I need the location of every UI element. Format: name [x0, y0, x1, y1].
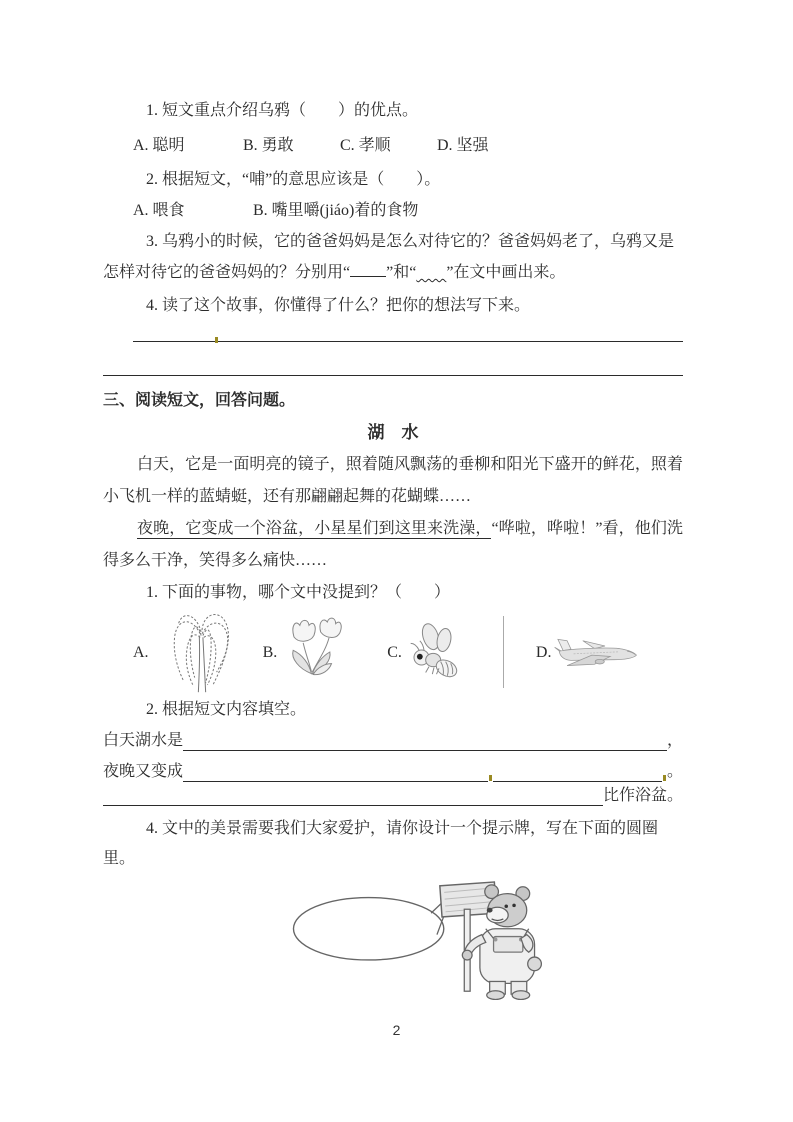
fill-prefix: 夜晚又变成: [103, 763, 184, 780]
blank-underline: [183, 749, 667, 751]
option-label-d: D.: [535, 643, 552, 661]
answer-writing-line: [103, 342, 683, 376]
option-label-a: A.: [133, 643, 149, 661]
willow-tree-icon: [164, 610, 240, 694]
bee-icon: [409, 620, 464, 685]
tulip-flowers-icon: [279, 615, 344, 689]
bear-with-sign-drawing: [285, 878, 585, 1000]
option-label-c: C.: [387, 643, 402, 661]
option-a: A. 喂食: [133, 202, 185, 219]
crow-question-4: 4. 读了这个故事，你懂得了什么？把你的想法写下来。: [146, 297, 531, 314]
passage-title: 湖 水: [367, 423, 419, 442]
airplane-icon: [554, 634, 639, 671]
lake-question-2: 2. 根据短文内容填空。: [146, 701, 307, 718]
passage-paragraph-2: [103, 513, 683, 577]
passage-paragraph-1: 白天，它是一面明亮的镜子，照着随风飘荡的垂柳和阳光下盛开的鲜花，照着小飞机一样的蓝蜻蜓，还有那翩翩起舞的花蝴蝶……: [103, 456, 683, 505]
crow-question-1: 1. 短文重点介绍乌鸦（ ）的优点。: [146, 102, 419, 119]
lake-question-4: 4. 文中的美景需要我们大家爱护，请你设计一个提示牌，写在下面的圆圈里。: [103, 820, 659, 867]
blank-underline: [493, 780, 662, 782]
bear-sign-illustration: [285, 878, 585, 1000]
fill-blank-line-bathtub: [103, 782, 683, 806]
question-text: ”和“: [386, 264, 417, 281]
picture-options-row: [103, 610, 683, 694]
wavy-underline-blank: [416, 264, 446, 281]
artifact-mark: [663, 775, 666, 781]
underlined-sentence: 夜晚，它变成一个浴盆，小星星们到这里来洗澡，: [137, 520, 492, 537]
question-text: ”在文中画出来。: [446, 264, 566, 281]
question-text: 3. 乌鸦小的时候，它的爸爸妈妈是怎么对待它的？爸爸妈妈老了，乌鸦又是怎样对待它的爸爸妈妈的？分别用“: [103, 233, 675, 281]
divider: [503, 616, 504, 688]
fill-prefix: 白天湖水是: [103, 732, 184, 749]
option-b: B. 勇敢: [243, 137, 294, 154]
option-label-b: B.: [262, 643, 278, 661]
worksheet-content: [103, 95, 683, 1000]
fill-suffix: 比作浴盆。: [602, 787, 683, 804]
artifact-mark: [489, 775, 492, 781]
option-b: B. 嘴里嚼(jiáo)着的食物: [253, 202, 419, 219]
fill-suffix: 。: [666, 763, 683, 780]
crow-question-1-options: [103, 130, 683, 161]
crow-question-2-options: [103, 195, 683, 226]
section-heading: 三、阅读短文，回答问题。: [103, 392, 296, 409]
blank-underline: [103, 804, 603, 806]
lake-question-1: 1. 下面的事物，哪个文中没提到？（ ）: [146, 584, 451, 601]
crow-question-2: 2. 根据短文，“哺”的意思应该是（ ）。: [146, 171, 441, 188]
answer-writing-line: [133, 321, 683, 342]
solid-underline-blank: [350, 263, 386, 277]
option-a: A. 聪明: [133, 137, 185, 154]
speech-bubble: [293, 898, 443, 960]
blank-underline: [183, 780, 488, 782]
fill-blank-line-night: [103, 751, 683, 782]
paragraph-text: “哗啦，哗啦！”看，他们洗得多么干净，笑得多么痛快……: [103, 520, 683, 569]
option-d: D. 坚强: [437, 137, 489, 154]
fill-suffix: ，: [666, 732, 683, 749]
crow-question-3: [103, 226, 683, 288]
fill-blank-line-day: [103, 725, 683, 751]
page-number: 2: [392, 1022, 401, 1038]
option-c: C. 孝顺: [340, 137, 391, 154]
